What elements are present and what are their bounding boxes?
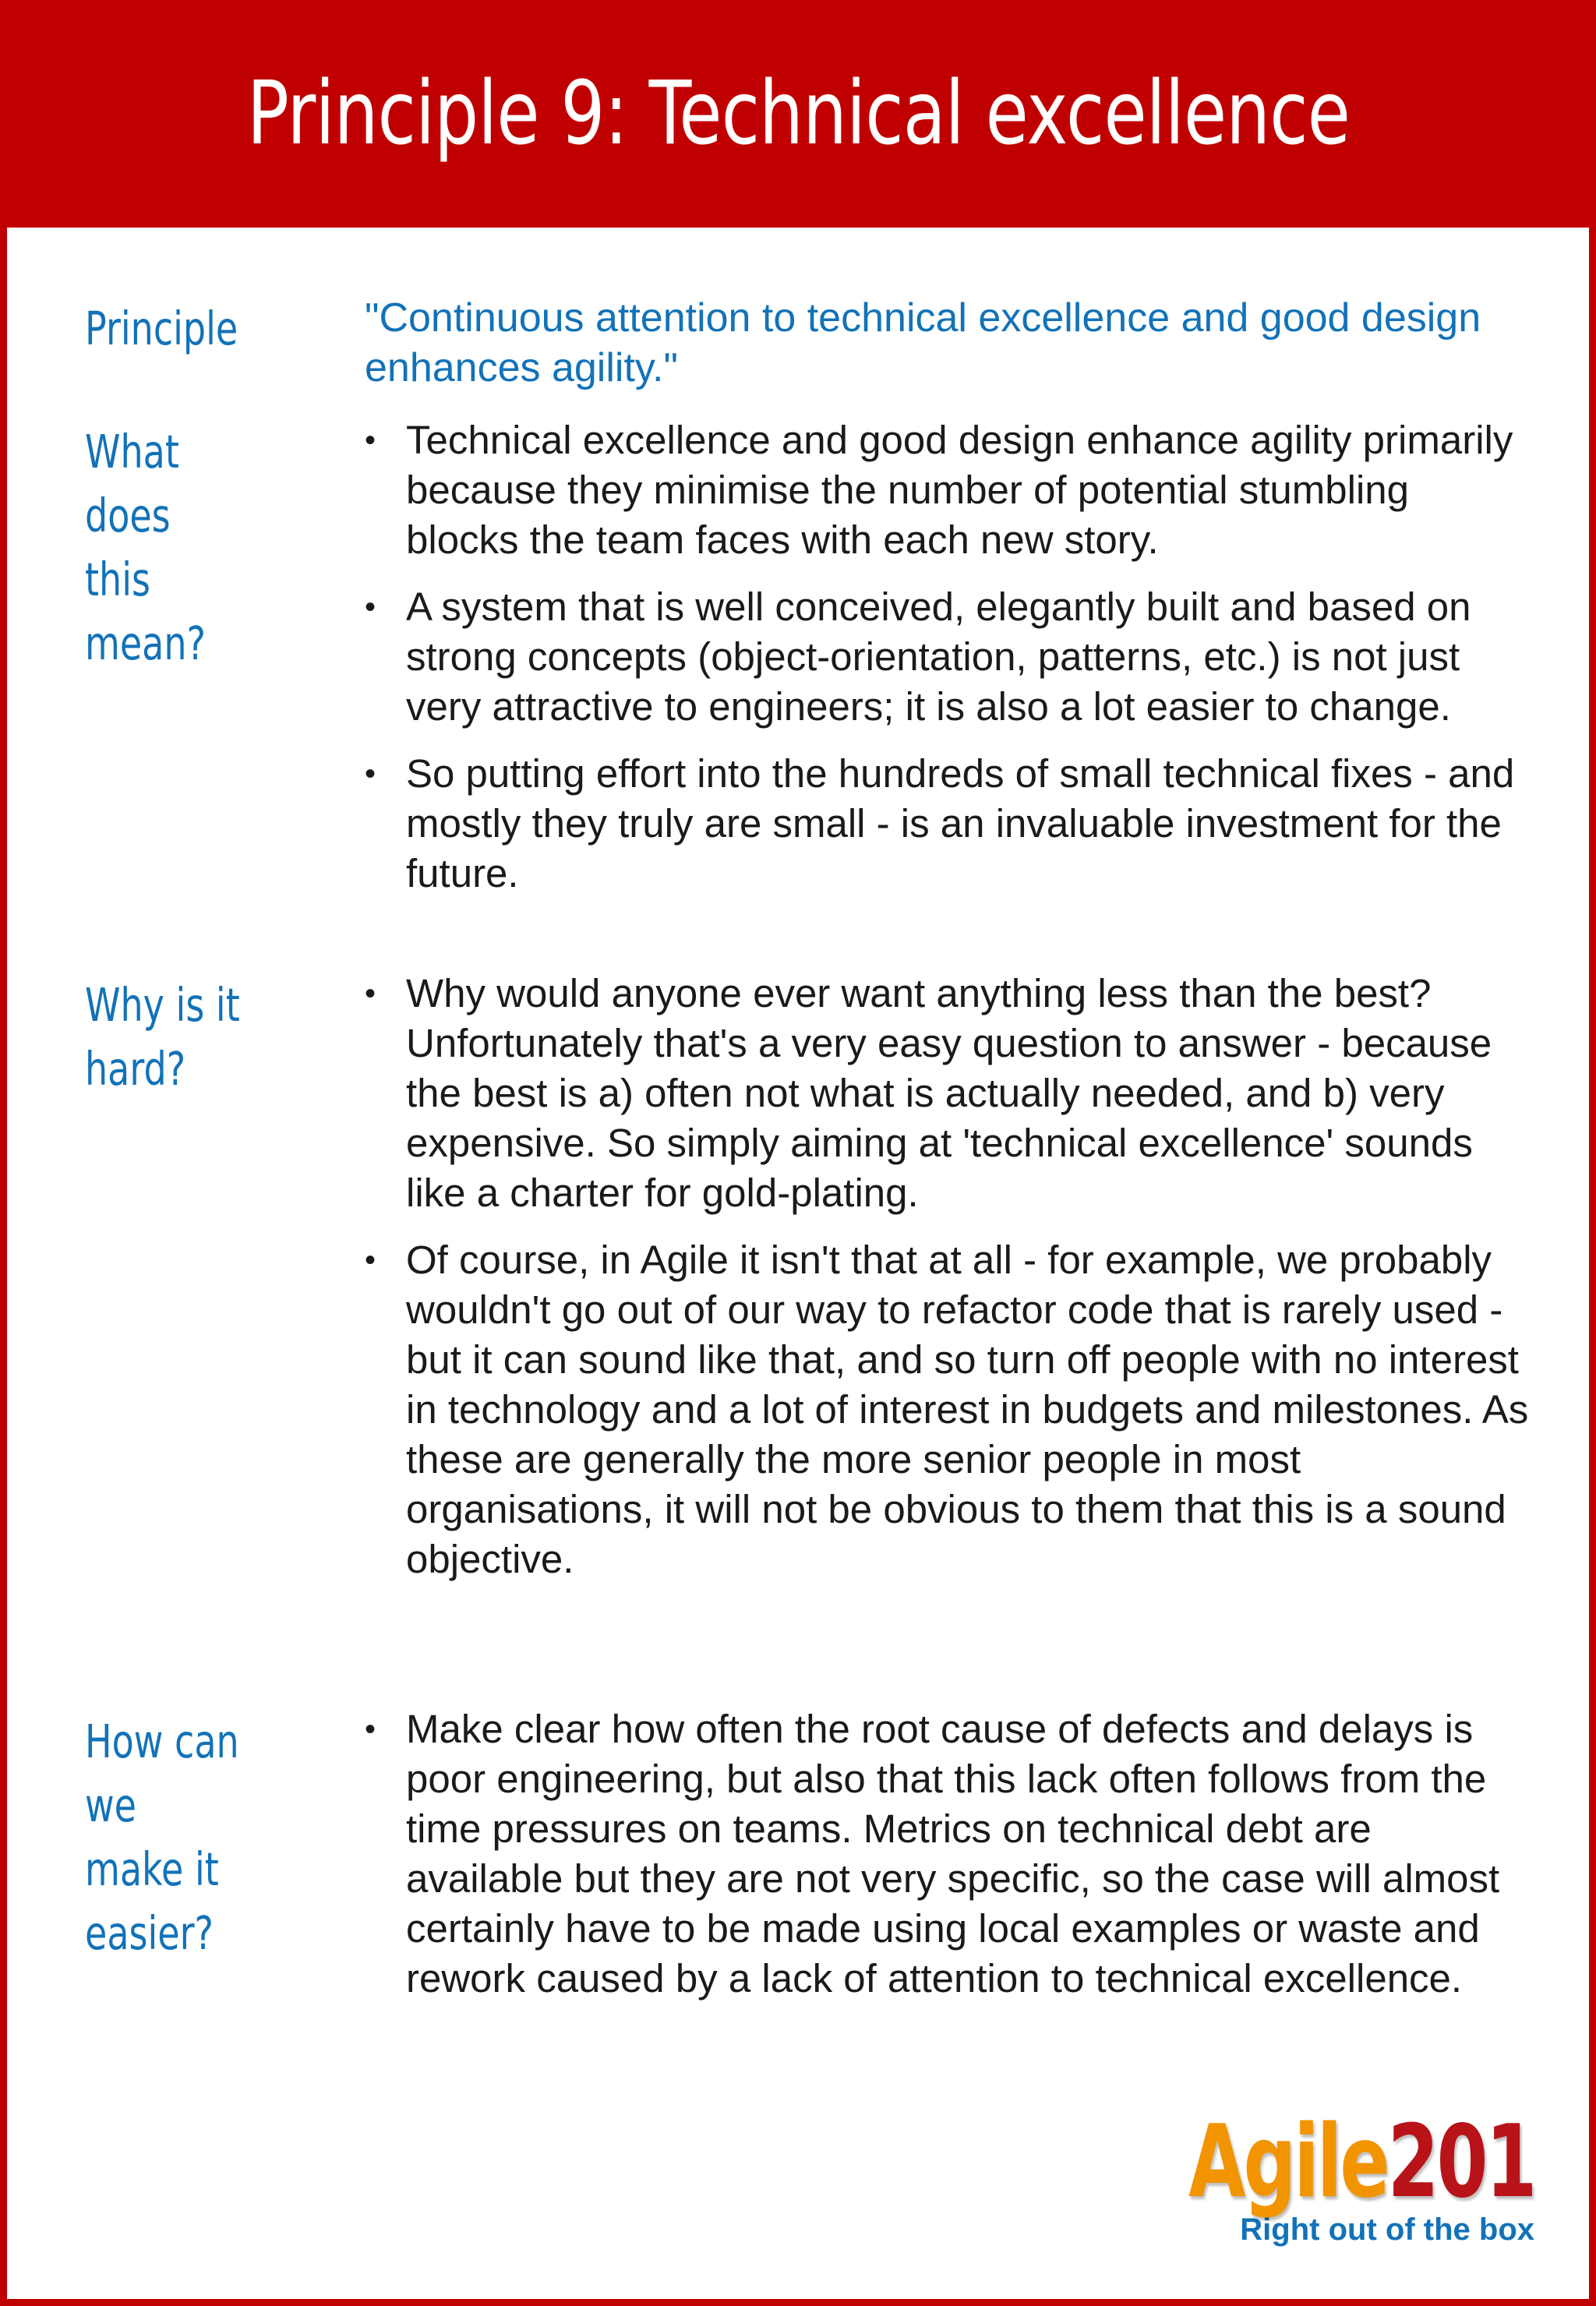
list-item <box>362 969 1531 1218</box>
bullet-text: Of course, in Agile it isn't that at all - for example, we probably wouldn't go out of our way to refactor code that is rarely used - but it can sound like that, and so turn off people with no interest in technology and a lot of interest in budgets and milestones. As these are generally the more senior people in most organisations, it will not be obvious to them that this is a sound objective. <box>406 1238 1529 1581</box>
logo-word-agile: Agile <box>1188 2104 1388 2220</box>
hard-bullet-list <box>362 969 1531 1601</box>
list-item <box>362 1704 1531 2004</box>
bullet-icon: • <box>365 1243 376 1277</box>
bullet-text: So putting effort into the hundreds of small technical fixes - and mostly they truly are small - is an invaluable investment for the future. <box>406 751 1515 895</box>
logo-tagline: Right out of the box <box>1240 2212 1534 2247</box>
page-title: Principle 9: Technical excellence <box>246 63 1350 164</box>
bullet-icon: • <box>365 1712 376 1746</box>
logo-wordmark <box>1188 2104 1534 2220</box>
list-item <box>362 749 1531 899</box>
list-item <box>362 415 1531 565</box>
bullet-text: Why would anyone ever want anything less than the best? Unfortunately that's a very easy question to answer - because the best is a) often not what is actually needed, and b) very expensive. So simply aiming at 'technical excellence' sounds like a charter for gold-plating. <box>406 971 1492 1215</box>
logo-word-201: 201 <box>1387 2104 1534 2220</box>
section-label-meaning: What does this mean? <box>85 425 206 670</box>
meaning-bullet-list <box>362 415 1531 916</box>
bullet-icon: • <box>365 423 376 457</box>
principle-quote: "Continuous attention to technical excellence and good design enhances agility." <box>365 295 1481 390</box>
bullet-text: Technical excellence and good design enhance agility primarily because they minimise the number of potential stumbling blocks the team faces with each new story. <box>406 418 1513 562</box>
bullet-icon: • <box>365 590 376 624</box>
agile201-logo <box>1067 2104 1534 2248</box>
easier-bullet-list <box>362 1704 1531 2021</box>
bullet-icon: • <box>365 757 376 791</box>
title-banner <box>7 0 1589 228</box>
section-label-easier: How can we make it easier? <box>85 1714 239 1960</box>
section-label-principle: Principle <box>85 302 238 355</box>
bullet-icon: • <box>365 976 376 1011</box>
list-item <box>362 582 1531 732</box>
section-label-hard: Why is it hard? <box>85 978 240 1096</box>
list-item <box>362 1235 1531 1584</box>
bullet-text: Make clear how often the root cause of defects and delays is poor engineering, but also that this lack often follows from the time pressures on teams. Metrics on technical debt are available but they are not very specific, so the case will almost certainly have to be made using local examples or waste and rework caused by a lack of attention to technical excellence. <box>406 1707 1500 2001</box>
bullet-text: A system that is well conceived, elegantly built and based on strong concepts (object-orientation, patterns, etc.) is not just very attractive to engineers; it is also a lot easier to change. <box>406 584 1471 729</box>
